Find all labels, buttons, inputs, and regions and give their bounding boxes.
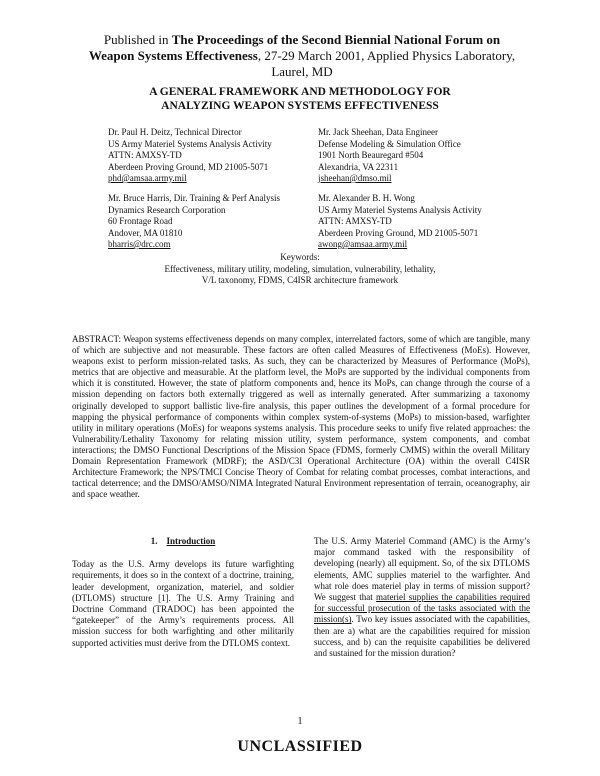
author-name: Mr. Jack Sheehan, Data Engineer <box>318 127 438 137</box>
amc-text-after: . Two key issues associated with the capabilities, then are a) what are the capabilities required for mission success, and b) can the requisite capabilities be delivered and sustained for the mission duration? <box>314 614 530 659</box>
section-number: 1. <box>150 536 158 546</box>
author-address: Alexandria, VA 22311 <box>318 161 399 172</box>
author-email-link[interactable]: phd@amsaa.army.mil <box>108 173 187 183</box>
section-title: Introduction <box>166 536 216 546</box>
pub-prefix: Published in <box>103 32 172 47</box>
author-affiliation: US Army Materiel Systems Analysis Activity <box>318 204 482 215</box>
author-address: Aberdeen Proving Ground, MD 21005-5071 <box>108 161 269 172</box>
author-name: Dr. Paul H. Deitz, Technical Director <box>108 127 242 137</box>
author-block-sheehan <box>318 127 461 185</box>
author-affiliation: Defense Modeling & Simulation Office <box>318 138 461 149</box>
author-street: 1901 North Beauregard #504 <box>318 150 424 160</box>
abstract-paragraph: ABSTRACT: Weapon systems effectiveness depends on many complex, interrelated factors, some of which are tangible, many of which are subjective and not measurable. These factors are often called Measures of Effectiveness (MoEs). However, weapons exist to perform mission-related tasks. As such, they can be characterized by Measures of Performance (MoPs), metrics that are objective and measurable. At the platform level, the MoPs are supported by the individual components from which it is constituted. However, the state of platform components and, hence its MoPs, can change through the course of a mission depending on factors both externally triggered as well as internally generated. After summarizing a taxonomy originally developed to support ballistic live-fire analysis, this paper outlines the development of a formal procedure for mapping the physical performance of components within complex system-of-systems (MoPs) to mission-based, warfighter utility in military operations (MoEs) for weapons systems analysis. This procedure seeks to unify five related approaches: the Vulnerability/Lethality Taxonomy for relating mission utility, system performance, system components, and combat interactions; the DMSO Functional Descriptions of the Mission Space (FDMS, formerly CMMS) within the overall Military Domain Representation Framework (MDRF); the ASD/C3I Operational Architecture (OA) within the overall C4ISR Architecture Framework; the NPS/TMCI Concise Theory of Combat for relating combat processes, combat interactions, and tactical deterrence; and the DMSO/AMSO/NIMA Integrated Natural Environment representation of terrain, oceanography, air and space weather. <box>72 334 530 500</box>
classification-marking: UNCLASSIFIED <box>237 738 363 755</box>
title-line-2: ANALYZING WEAPON SYSTEMS EFFECTIVENESS <box>161 100 439 112</box>
author-affiliation: US Army Materiel Systems Analysis Activity <box>108 138 272 149</box>
intro-paragraph: Today as the U.S. Army develops its future warfighting requirements, it does so in the context of a doctrine, training, leader development, organization, materiel, and soldier (DTLOMS) structure [1]. The U.S. Army Training and Doctrine Command (TRADOC) has been appointed the “gatekeeper” of the Army’s requirements process. All mission success for both warfighting and other militarily supported activities must derive from the DTLOMS context. <box>72 559 294 648</box>
amc-paragraph <box>314 536 530 659</box>
author-address: Aberdeen Proving Ground, MD 21005-5071 <box>318 227 479 238</box>
page-number: 1 <box>297 716 303 727</box>
keywords-line-2: V/L taxonomy, FDMS, C4ISR architecture framework <box>201 275 399 285</box>
pub-title: The Proceedings of the Second Biennial National Forum on Weapon Systems Effectiveness <box>88 32 501 63</box>
author-block-wong <box>318 193 482 251</box>
author-email-link[interactable]: jsheehan@dmso.mil <box>318 173 392 183</box>
paper-title <box>100 85 500 113</box>
amc-underlined-text: materiel supplies the capabilities required for successful prosecution of the tasks associated with the mission(s) <box>314 592 530 625</box>
title-line-1: A GENERAL FRAMEWORK AND METHODOLOGY FOR <box>149 86 451 98</box>
section-heading <box>72 536 294 547</box>
keywords-line-1: Effectiveness, military utility, modeling, simulation, vulnerability, lethality, <box>164 263 436 274</box>
keywords-label: Keywords: <box>280 252 320 262</box>
amc-text-before: The U.S. Army Materiel Command (AMC) is the Army’s major command tasked with the responsibility of developing (nearly) all equipment. So, of the six DTLOMS elements, AMC supplies materiel to the warfighter. And what role does materiel play in terms of mission support? We suggest that <box>314 536 530 603</box>
author-email-link[interactable]: bharris@drc.com <box>108 239 171 249</box>
author-address: Andover, MA 01810 <box>108 227 183 238</box>
pub-suffix: , 27-29 March 2001, Applied Physics Laboratory, Laurel, MD <box>257 48 516 79</box>
author-email-link[interactable]: awong@amsaa.army.mil <box>318 239 408 249</box>
author-attn: ATTN: AMXSY-TD <box>318 216 392 226</box>
author-name: Mr. Bruce Harris, Dir. Training & Perf Analysis <box>108 193 280 203</box>
publication-header <box>84 32 520 80</box>
left-column <box>72 536 294 649</box>
author-name: Mr. Alexander B. H. Wong <box>318 193 415 203</box>
author-affiliation: Dynamics Research Corporation <box>108 204 226 215</box>
author-block-harris <box>108 193 280 251</box>
author-attn: ATTN: AMXSY-TD <box>108 150 182 160</box>
author-block-deitz <box>108 127 272 185</box>
right-column <box>314 536 530 659</box>
author-street: 60 Frontage Road <box>108 216 173 226</box>
keywords-block <box>120 252 480 287</box>
